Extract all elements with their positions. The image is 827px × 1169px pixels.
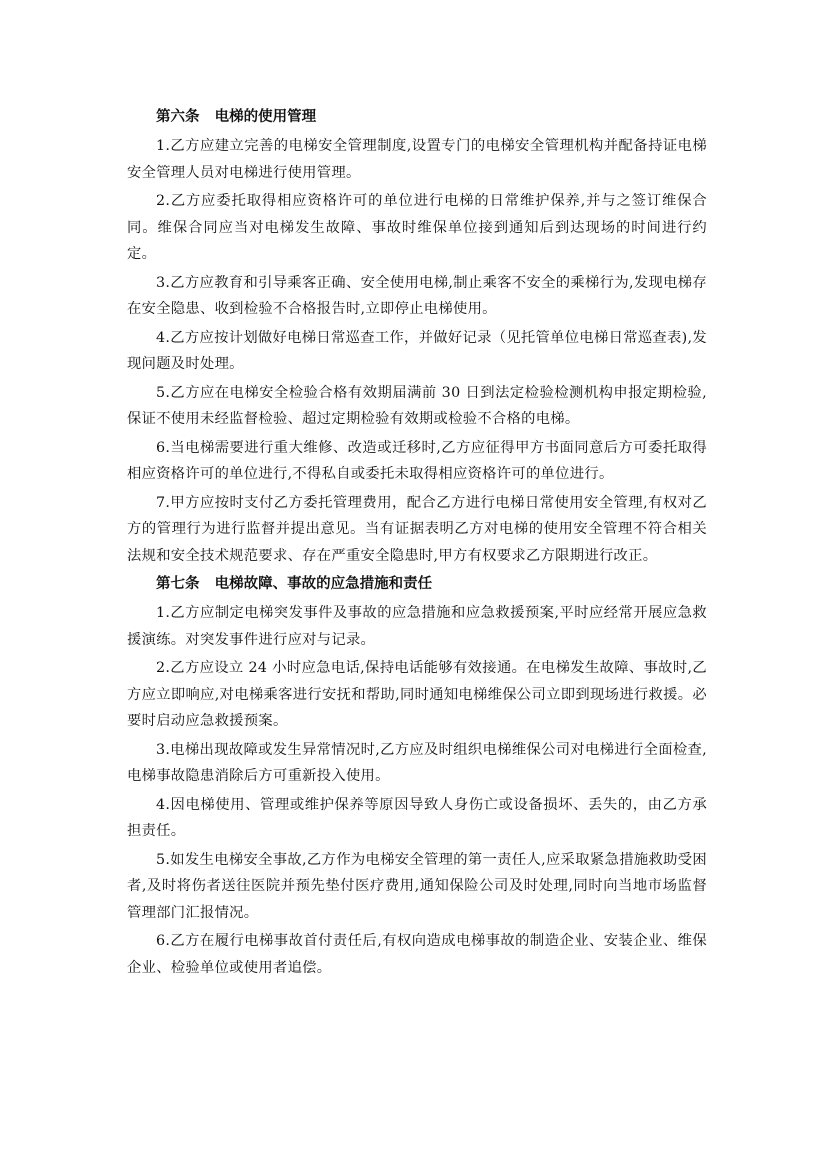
paragraph: 5.乙方应在电梯安全检验合格有效期届满前 30 日到法定检验检测机构申报定期检验,保证不使用未经监督检验、超过定期检验有效期或检验不合格的电梯。 — [127, 384, 707, 427]
paragraph: 3.乙方应教育和引导乘客正确、安全使用电梯,制止乘客不安全的乘梯行为,发现电梯存在安全隐患、收到检验不合格报告时,立即停止电梯使用。 — [127, 274, 707, 317]
paragraph: 1.乙方应建立完善的电梯安全管理制度,设置专门的电梯安全管理机构并配备持证电梯安全管理人员对电梯进行使用管理。 — [127, 138, 707, 181]
paragraph: 1.乙方应制定电梯突发事件及事故的应急措施和应急救援预案,平时应经常开展应急救援演练。对突发事件进行应对与记录。 — [127, 605, 707, 648]
section-title: 第六条 电梯的使用管理 — [156, 109, 317, 125]
paragraph: 6.乙方在履行电梯事故首付责任后,有权向造成电梯事故的制造企业、安装企业、维保企业、检验单位或使用者追偿。 — [127, 933, 707, 976]
paragraph: 7.甲方应按时支付乙方委托管理费用，配合乙方进行电梯日常使用安全管理,有权对乙方的管理行为进行监督并提出意见。当有证据表明乙方对电梯的使用安全管理不符合相关法规和安全技术规范要求、存在严重安全隐患时,甲方有权要求乙方限期进行改正。 — [127, 494, 707, 564]
paragraph: 4.因电梯使用、管理或维护保养等原因导致人身伤亡或设备损坏、丢失的，由乙方承担责任。 — [127, 796, 707, 839]
paragraph: 5.如发生电梯安全事故,乙方作为电梯安全管理的第一责任人,应采取紧急措施救助受困者,及时将伤者送往医院并预先垫付医疗费用,通知保险公司及时处理,同时向当地市场监督管理部门汇报情况。 — [127, 851, 707, 921]
paragraph: 2.乙方应委托取得相应资格许可的单位进行电梯的日常维护保养,并与之签订维保合同。维保合同应当对电梯发生故障、事故时维保单位接到通知后到达现场的时间进行约定。 — [127, 193, 707, 262]
paragraph: 2.乙方应设立 24 小时应急电话,保持电话能够有效接通。在电梯发生故障、事故时,乙方应立即响应,对电梯乘客进行安抚和帮助,同时通知电梯维保公司立即到现场进行救援。必要时启动应急救援预案。 — [127, 660, 707, 729]
paragraph: 4.乙方应按计划做好电梯日常巡查工作，并做好记录（见托管单位电梯日常巡查表),发现问题及时处理。 — [127, 329, 707, 372]
section-article-6 — [127, 104, 707, 569]
section-title: 第七条 电梯故障、事故的应急措施和责任 — [156, 576, 433, 592]
document-body — [127, 104, 707, 983]
section-article-7 — [127, 571, 707, 981]
paragraph: 3.电梯出现故障或发生异常情况时,乙方应及时组织电梯维保公司对电梯进行全面检查,电梯事故隐患消除后方可重新投入使用。 — [127, 741, 707, 784]
paragraph: 6.当电梯需要进行重大维修、改造或迁移时,乙方应征得甲方书面同意后方可委托取得相应资格许可的单位进行,不得私自或委托未取得相应资格许可的单位进行。 — [127, 439, 707, 482]
